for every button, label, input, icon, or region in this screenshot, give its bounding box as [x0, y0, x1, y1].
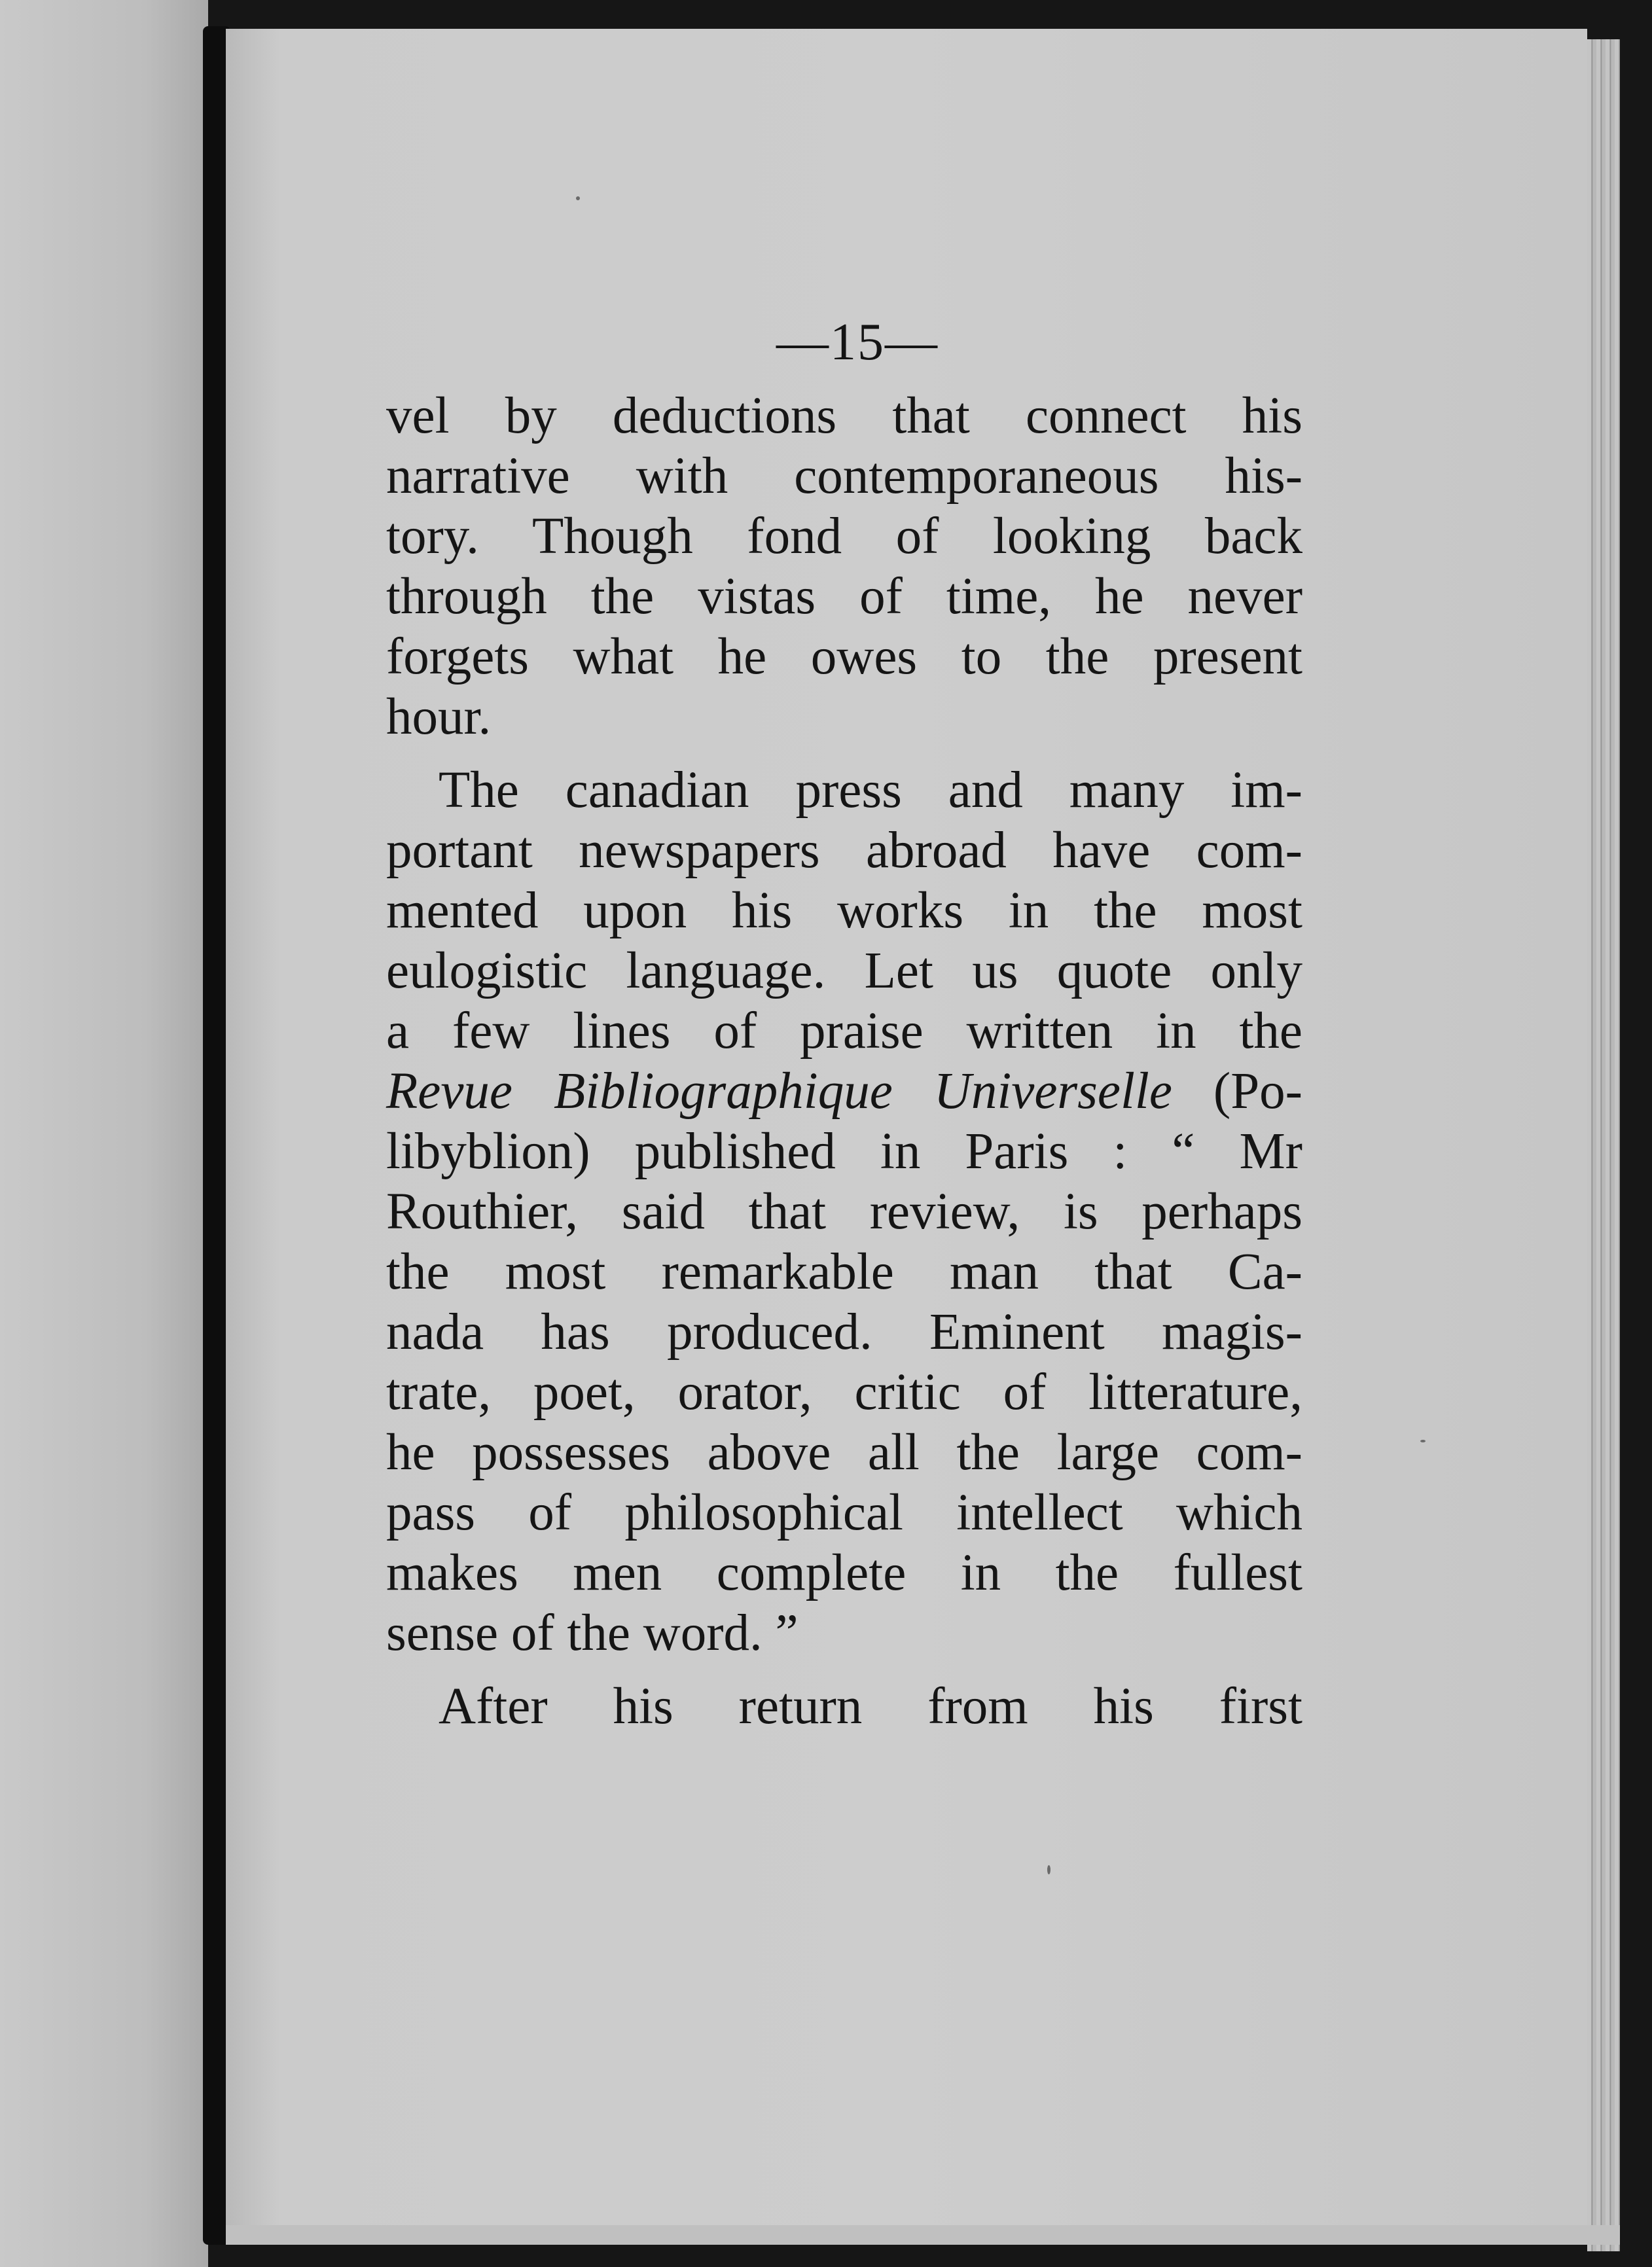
text-line: through the vistas of time, he never	[386, 568, 1302, 625]
text-line: After his return from his first	[439, 1678, 1302, 1735]
text-line: makes men complete in the fullest	[386, 1544, 1302, 1601]
text-line-remainder: (Po-	[1172, 1063, 1302, 1120]
text-line: mented upon his works in the most	[386, 882, 1302, 939]
paper-speck	[1047, 1865, 1050, 1874]
text-line: the most remarkable man that Ca-	[386, 1243, 1302, 1300]
paragraph-gap	[386, 1664, 1302, 1677]
left-page-edge	[0, 0, 208, 2267]
text-line: a few lines of praise written in the	[386, 1003, 1302, 1060]
text-line: libyblion) published in Paris : “ Mr	[386, 1123, 1302, 1180]
paper-speck	[576, 196, 580, 200]
text-line: portant newspapers abroad have com-	[386, 822, 1302, 879]
text-line-italic-title	[386, 1062, 1302, 1122]
text-line: he possesses above all the large com-	[386, 1424, 1302, 1481]
text-line: trate, poet, orator, critic of litterature,	[386, 1364, 1302, 1421]
body-text	[386, 386, 1302, 1737]
text-line: eulogistic language. Let us quote only	[386, 942, 1302, 999]
text-line: tory. Though fond of looking back	[386, 508, 1302, 565]
text-line: vel by deductions that connect his	[386, 387, 1302, 444]
text-line: Routhier, said that review, is perhaps	[386, 1183, 1302, 1240]
text-line: nada has produced. Eminent magis-	[386, 1304, 1302, 1361]
page-number: —15—	[776, 313, 939, 371]
paragraph-gap	[386, 747, 1302, 760]
text-line: sense of the word. ”	[386, 1605, 799, 1662]
page-bottom-edge	[226, 2225, 1620, 2245]
paper-speck	[1420, 1440, 1426, 1442]
text-line: The canadian press and many im-	[439, 762, 1302, 819]
text-line: hour.	[386, 688, 492, 745]
page-stack-edge	[1587, 39, 1620, 2251]
text-line: forgets what he owes to the present	[386, 628, 1302, 685]
text-line: pass of philosophical intellect which	[386, 1484, 1302, 1541]
text-line: narrative with contemporaneous his-	[386, 448, 1302, 505]
italic-title: Revue Bibliographique Universelle	[386, 1063, 1172, 1120]
